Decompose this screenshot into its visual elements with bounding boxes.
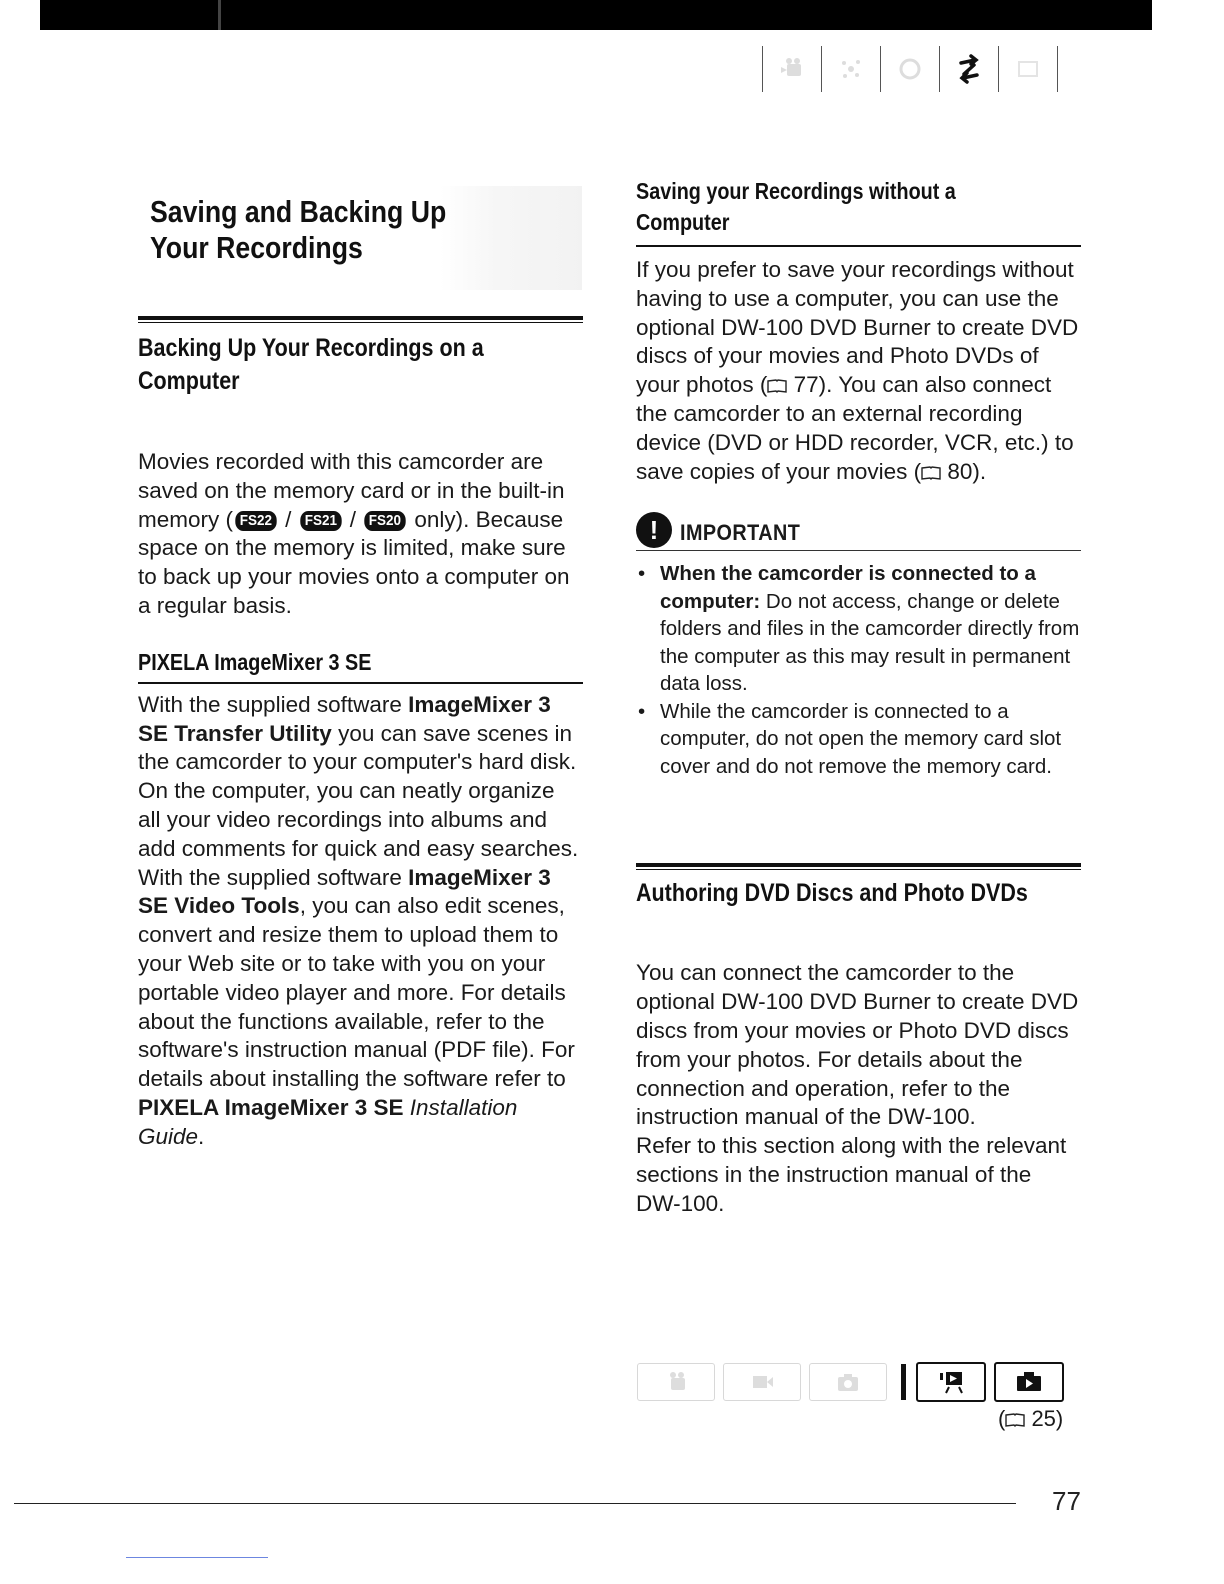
- arrows-icon: [940, 46, 998, 92]
- important-box: [636, 512, 1081, 780]
- intro-text-a: Movies recorded with this camcorder are saved on the memory card or in the built-in memory (: [138, 449, 565, 532]
- book-icon: [767, 379, 787, 393]
- section-heading-line2: Computer: [138, 367, 240, 395]
- transfer-utility-name: ImageMixer 3 SE Transfer Utility: [138, 691, 551, 746]
- intro-text-b: only). Because space on the memory is limited, make sure to back up your movies onto a computer on a regular basis.: [138, 506, 570, 618]
- section-rule: [138, 316, 583, 323]
- mode-ref-open: (: [998, 1406, 1006, 1431]
- saving-heading-line1: Saving your Recordings without a: [636, 178, 956, 204]
- book-icon: [921, 466, 941, 480]
- bullet1-bold: When the camcorder is connected to a computer:: [660, 562, 1036, 613]
- authoring-paragraph-1: You can connect the camcorder to the optional DW-100 DVD Burner to create DVD discs from your movies or Photo DVD discs from your photos. For details about the connection and operation, refer to the instruction manual of the DW-100.: [636, 960, 1079, 1130]
- chapter-title: [150, 194, 446, 266]
- pixela-heading: PIXELA ImageMixer 3 SE: [138, 648, 372, 675]
- important-list: [636, 560, 1081, 780]
- page-number: 77: [1052, 1486, 1081, 1516]
- saving-paragraph: [636, 256, 1081, 486]
- section-heading-backing-up: [138, 332, 582, 398]
- mode-auto-icon: [637, 1363, 715, 1401]
- saving-ref-80: 80).: [941, 458, 987, 484]
- p1-text-c: you can save scenes in the camcorder to your computer's hard disk. On the computer, you can neatly organize all your video recordings into albums and add comments for quick and easy searches. With the supplied software: [138, 720, 579, 890]
- important-header: [636, 512, 1081, 548]
- tab-divider: [1057, 46, 1058, 92]
- model-badge-fs22: FS22: [235, 511, 276, 531]
- mode-still-camera-icon: [809, 1363, 887, 1401]
- top-black-bar: [40, 0, 1152, 30]
- pixela-paragraph: [138, 691, 583, 1152]
- mode-ref-text: 25): [1025, 1406, 1064, 1431]
- section-rule: [636, 863, 1081, 870]
- saving-without-computer-heading: [636, 176, 1080, 238]
- saving-ref-77: 77). You can also connect the camcorder to an external recording device (DVD or HDD recorder, VCR, etc.) to save copies of your movies (: [636, 372, 1074, 484]
- saving-heading-line2: Computer: [636, 209, 730, 235]
- model-badge-fs21: FS21: [300, 511, 341, 531]
- model-badge-fs20: FS20: [365, 511, 406, 531]
- list-item: [636, 560, 1081, 698]
- chapter-tab-icons: [762, 46, 1058, 92]
- book-icon: [1005, 1413, 1025, 1427]
- video-tools-name: ImageMixer 3 SE Video Tools: [138, 864, 551, 919]
- bullet1-rest: Do not access, change or delete folders and files in the camcorder directly from the computer as this may result in permanent data loss.: [660, 589, 1080, 696]
- mode-photo-playback-icon: [994, 1362, 1064, 1402]
- saving-text-a: If you prefer to save your recordings without having to use a computer, you can use the optional DW-100 DVD Burner to create DVD discs of your movies and Photo DVDs of your photos (: [636, 257, 1079, 398]
- blue-underline: [126, 1557, 268, 1558]
- list-item: • While the camcorder is connected to a computer, do not open the memory card slot cover and do not remove the memory card.: [636, 698, 1081, 781]
- p1-text-e: , you can also edit scenes, convert and resize them to upload them to your Web site or to take with you on your portable video player and more. For details about the functions available, refer to the software's instruction manual (PDF file). For details about installing the software refer to: [138, 893, 575, 1092]
- pixela-product-name: PIXELA ImageMixer 3 SE: [138, 1094, 404, 1120]
- subheading-rule: [138, 682, 583, 684]
- mode-page-reference: [998, 1406, 1063, 1432]
- mode-movie-camera-icon: [723, 1363, 801, 1401]
- operating-modes: [637, 1362, 1064, 1402]
- top-bar-notch: [218, 0, 221, 30]
- important-label: IMPORTANT: [680, 520, 801, 546]
- p1-text-a: With the supplied software: [138, 691, 409, 717]
- title-shading: [440, 186, 582, 290]
- installation-guide-title: Installation Guide: [138, 1094, 518, 1149]
- footer-rule: [14, 1503, 1016, 1504]
- section-heading-line1: Backing Up Your Recordings on a: [138, 334, 484, 362]
- left-column: [138, 316, 583, 1152]
- mode-movie-playback-icon: [916, 1362, 986, 1402]
- intro-paragraph: Movies recorded with this camcorder are saved on the memory card or in the built-in memory ( FS22 / FS21 / FS20 only). Because space on the memory is limited, make sure to back up your movies onto a computer on a regular basis.: [138, 449, 570, 618]
- important-rule: [636, 550, 1081, 551]
- blank-icon: [999, 46, 1057, 92]
- mode-divider: [901, 1364, 906, 1400]
- circle-icon: [881, 46, 939, 92]
- section-heading-authoring: Authoring DVD Discs and Photo DVDs: [636, 879, 1028, 908]
- movie-camera-icon: [763, 46, 821, 92]
- chapter-title-line2: Your Recordings: [150, 230, 363, 265]
- exclamation-icon: !: [636, 512, 672, 548]
- right-column: [636, 176, 1081, 1219]
- sparkle-icon: [822, 46, 880, 92]
- chapter-title-line1: Saving and Backing Up: [150, 194, 447, 229]
- subheading-rule: [636, 245, 1081, 247]
- p1-text-h: .: [198, 1123, 205, 1149]
- authoring-paragraph-2: Refer to this section along with the relevant sections in the instruction manual of the DW-100.: [636, 1133, 1067, 1216]
